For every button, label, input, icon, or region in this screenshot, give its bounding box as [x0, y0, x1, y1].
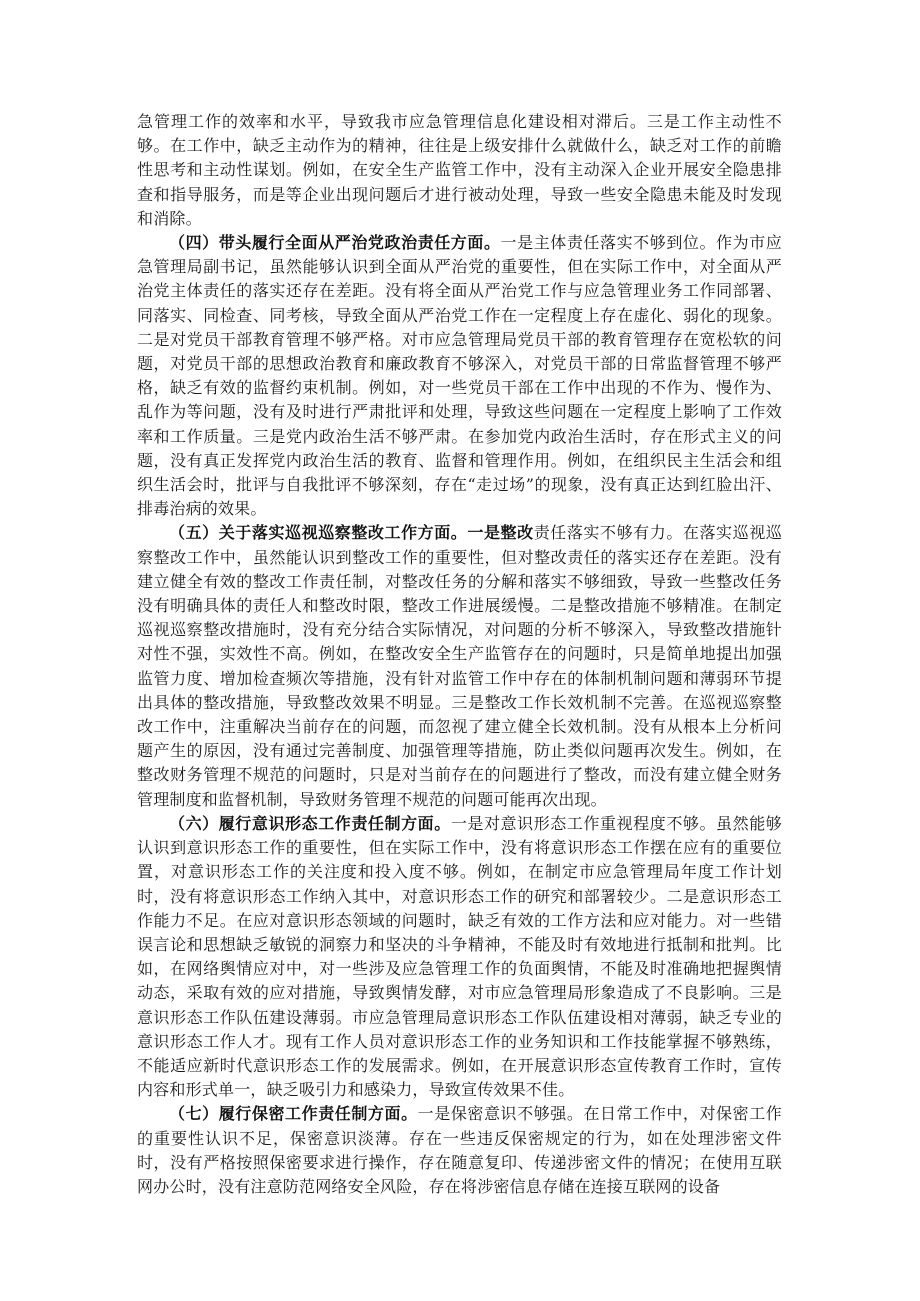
paragraph-section-4	[137, 231, 782, 521]
paragraph-text: 一是主体责任落实不够到位。作为市应急管理局副书记，虽然能够认识到全面从严治党的重要性，但在实际工作中，对全面从严治党主体责任的落实还存在差距。没有将全面从严治党工作与应急管理业务工作同部署、同落实、同检查、同考核，导致全面从严治党工作在一定程度上存在虚化、弱化的现象。二是对党员干部教育管理不够严格。对市应急管理局党员干部的教育管理存在宽松软的问题，对党员干部的思想政治教育和廉政教育不够深入，对党员干部的日常监督管理不够严格，缺乏有效的监督约束机制。例如，对一些党员干部在工作中出现的不作为、慢作为、乱作为等问题，没有及时进行严肃批评和处理，导致这些问题在一定程度上影响了工作效率和工作质量。三是党内政治生活不够严肃。在参加党内政治生活时，存在形式主义的问题，没有真正发挥党内政治生活的教育、监督和管理作用。例如，在组织民主生活会和组织生活会时，批评与自我批评不够深刻，存在“走过场”的现象，没有真正达到红脸出汗、排毒治病的效果。	[137, 233, 782, 519]
paragraph-continuation	[137, 110, 782, 231]
section-heading: （五）关于落实巡视巡察整改工作方面。一是整改	[169, 523, 534, 543]
paragraph-section-5	[137, 521, 782, 811]
paragraph-section-6	[137, 812, 782, 1102]
paragraph-text: 责任落实不够有力。在落实巡视巡察整改工作中，虽然能认识到整改工作的重要性，但对整改责任的落实还存在差距。没有建立健全有效的整改工作责任制，对整改任务的分解和落实不够细致，导致一些整改任务没有明确具体的责任人和整改时限，整改工作进展缓慢。二是整改措施不够精准。在制定巡视巡察整改措施时，没有充分结合实际情况，对问题的分析不够深入，导致整改措施针对性不强，实效性不高。例如，在整改安全生产监管存在的问题时，只是简单地提出加强监管力度、增加检查频次等措施，没有针对监管工作中存在的体制机制问题和薄弱环节提出具体的整改措施，导致整改效果不明显。三是整改工作长效机制不完善。在巡视巡察整改工作中，注重解决当前存在的问题，而忽视了建立健全长效机制。没有从根本上分析问题产生的原因，没有通过完善制度、加强管理等措施，防止类似问题再次发生。例如，在整改财务管理不规范的问题时，只是对当前存在的问题进行了整改，而没有建立健全财务管理制度和监督机制，导致财务管理不规范的问题可能再次出现。	[137, 523, 782, 809]
paragraph-text: 急管理工作的效率和水平，导致我市应急管理信息化建设相对滞后。三是工作主动性不够。在工作中，缺乏主动作为的精神，往往是上级安排什么就做什么，缺乏对工作的前瞻性思考和主动性谋划。例如，在安全生产监管工作中，没有主动深入企业开展安全隐患排查和指导服务，而是等企业出现问题后才进行被动处理，导致一些安全隐患未能及时发现和消除。	[137, 112, 782, 228]
section-heading: （四）带头履行全面从严治党政治责任方面。	[169, 233, 501, 253]
paragraph-text: 一是对意识形态工作重视程度不够。虽然能够认识到意识形态工作的重要性，但在实际工作中，没有将意识形态工作摆在应有的重要位置，对意识形态工作的关注度和投入度不够。例如，在制定市应急管理局年度工作计划时，没有将意识形态工作纳入其中，对意识形态工作的研究和部署较少。二是意识形态工作能力不足。在应对意识形态领域的问题时，缺乏有效的工作方法和应对能力。对一些错误言论和思想缺乏敏锐的洞察力和坚决的斗争精神，不能及时有效地进行抵制和批判。比如，在网络舆情应对中，对一些涉及应急管理工作的负面舆情，不能及时准确地把握舆情动态，采取有效的应对措施，导致舆情发酵，对市应急管理局形象造成了不良影响。三是意识形态工作队伍建设薄弱。市应急管理局意识形态工作队伍建设相对薄弱，缺乏专业的意识形态工作人才。现有工作人员对意识形态工作的业务知识和工作技能掌握不够熟练，不能适应新时代意识形态工作的发展需求。例如，在开展意识形态宣传教育工作时，宣传内容和形式单一，缺乏吸引力和感染力，导致宣传效果不佳。	[137, 813, 782, 1100]
paragraph-section-7	[137, 1102, 782, 1199]
paragraph-text: 一是保密意识不够强。在日常工作中，对保密工作的重要性认识不足，保密意识淡薄。存在一些违反保密规定的行为，如在处理涉密文件时，没有严格按照保密要求进行操作，存在随意复印、传递涉密文件的情况；在使用互联网办公时，没有注意防范网络安全风险，存在将涉密信息存储在连接互联网的设备	[137, 1104, 782, 1196]
document-body	[137, 110, 782, 1199]
section-heading: （七）履行保密工作责任制方面。	[169, 1104, 418, 1124]
section-heading: （六）履行意识形态工作责任制方面。	[169, 813, 451, 833]
